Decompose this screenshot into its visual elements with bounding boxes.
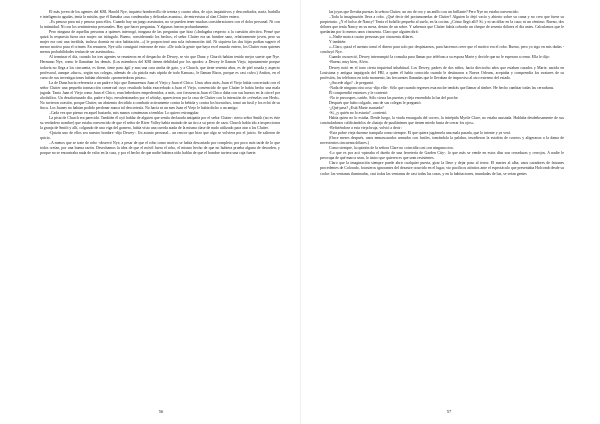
right-page — [300, 0, 600, 424]
paragraph: (Once meses después, unos enmascarados armados con fusiles, tomándola la palabra, invadieron la estafeta de correos y aligeraron a la dama de novecientos cincuenta dólares.) — [320, 136, 564, 146]
paragraph: -Nada de ninguna otra cosa -dijo ella-. Sólo que cuando regreses esta noche tendrás que llamar al timbre. He hecho cambiar todas las cerraduras. — [329, 85, 555, 90]
paragraph: Al terminar el día, cuando los tres agentes se reunieron en el despacho de Dewey, se vio que Dunz y Church habían tenido mejor suerte que Nye. Hermano Nye, como le llamaban los demás. (Los miembros del KBI tienen debilidad por los apodos: a Dewey le llaman Viejo, injustamente porque todavía no llega a los cincuenta, es firme, tiene paso ágil y aun una cara ancha de gato, y a Church, que tiene sesenta años, es de piel rosada y aspecto profesoral, aunque «duro», según sus colegas, además de «la pistola más rápida de todo Kansas», le llaman Rizos, porque es casi calvo.) Ambos, en el curso de sus investigaciones habían obtenido «prometedoras pistas». — [40, 55, 280, 80]
paragraph: Y también: — [329, 40, 347, 45]
paragraph: -Lo que es por acá -opinaba el dueño de una ferretería de Garden City-, lo que más se vende en estos días son cerraduras y cerrojos. A nadie le preocupa de qué marca sean, lo único que quieren es que sean resistentes. — [320, 151, 564, 161]
paragraph: -Sí, ¿y quién no lo estaría? –contestó. — [329, 110, 388, 115]
paragraph: «–Claro, quizá el asesino tomó el dinero para solo por despistarnos, para hacernos creer que el motivo era el robo. Bueno, pero yo sigo en mis dudas -concluyó Nye. — [320, 45, 564, 55]
paragraph: Dewey notó en el tono cierta inquietud inhabitual. Los Dewey, padres de dos niños, hacía dieciocho años que estaban casados y Marie, nacida en Louisiana y antigua taquígrafa del FBI, a quien él había conocido cuando le destinaron a Nueva Orleans, aceptaba y comprendía los avatares de su profesión, los teléfonos en todo momento, las frecuentes llamadas que le llevaban de improviso al otro extremo del estado. — [320, 65, 564, 80]
paragraph: Como siempre, la opinión de la señora Clare no coincidía casi con ninguna otra. — [329, 146, 454, 151]
paragraph: Claro que la imaginación siempre puede abrir cualquier puerta, girar la llave y dejar paso al terror. El martes al alba, unos cazadores de faisanes procedentes de Colorado, forasteros ignorantes del desastre ocurrido en el lugar, vio pacíficos atónitos ante el espectáculo que presentaba Holcomb desde su coche: las ventanas iluminadas, casi todas las ventanas de casi todas las casas, y en la habitaciones, inundadas de luz, se veían gentes — [320, 161, 564, 176]
paragraph: -Bueno, muy bien, Alvin. — [329, 60, 369, 65]
left-page-number: 56 — [158, 409, 164, 414]
paragraph: La de Dunz hacía referencia a un padre e hijo que llamaremos Juan el Viejo y Juan el Chico. Unos años atrás, Juan el Viejo había concertado con el señor Clutter una pequeña transacción comercial cuyo resultado había exacerbado a Juan el Viejo, convencido de que Clutter le había hecho una mala jugada. Tanto Juan el Viejo como Juan el Chico, eran bebedores empedernidos; a más, con frecuencia Juan el Chico daba con sus huesos en la cárcel por alcohólico. Un desafortunado día, padre e hijo, envalentonados por el whisky, aparecieron por la casa de Clutter con la intención de «vérselas con Herb». No tuvieron ocasión, porque Clutter, un abstemio decidido a combatir activamente contra la bebida y contra los borrachos, tomó un fusil y los echó de su finca. Los Juanes no habían podido perdonar nunca tal descortesía. No hacía ni un mes Juan el Viejo le había dicho a un amigo: — [40, 80, 280, 110]
paragraph: Pero ninguna de aquellas personas a quienes interrogó, ninguna de las preguntas que hizo («Indagaba respecto a la cuestión afectiva. Pensé que quizá la respuesta fuera otra mujer: un triángulo. Bueno, considerando los hechos, el señor Clutter era un hombre sano, relativamente joven, pero su mujer era casi una inválida, incluso dormía en otra habitación...») le proporcionó una sola información útil. Ni siquiera las dos hijas podían sugerir el menor motivo para el crimen. En resumen, Nye sólo consiguió enterarse de esto: «De toda la gente que haya en el mundo entero, los Clutter eran quienes menos probabilidades tenían de ser asesinados». — [40, 30, 280, 55]
paragraph: Después que hubo colgado, uno de sus colegas le preguntó: — [329, 100, 422, 105]
right-page-number: 57 — [446, 409, 452, 414]
paragraph: –Cada vez que pienso en aquel bastardo, mis manos comienzan a temblar. Lo quiero estrangular. — [49, 110, 200, 115]
paragraph: «–Nadie mata a cuatro personas por cincuenta dólares. — [329, 35, 414, 40]
paragraph: El más joven de los agentes del KBI, Harold Nye, inquieto hombrecillo de treinta y cuatro años, de ojos inquisitivos y desconfiados, nariz, barbilla e inteligencia agudas, tenía la misión, que él llamaba «sus condenadas y delicadas asuntos», de entrevistar al clan Clutter entero. — [40, 10, 280, 20]
paragraph: -Refiriéndose a esta vieja bruja, volvió a decir: — [329, 126, 402, 131]
paragraph: Cuando oscureció, Dewey interrumpió la consulta para llamar por teléfono a su esposa Marie y decirle que no le esperara a cenar. Ella le dijo: — [329, 55, 550, 60]
paragraph: -¿Qué pasa? ¿Está Marie asustada? — [329, 105, 384, 110]
right-page-text — [320, 10, 564, 402]
paragraph: -¿Sucede algo? –le preguntó. — [329, 80, 375, 85]
paragraph: –Es penoso para mí y penoso para ellos. Cuando hay un juego asesinatos, no se pueden tener muchas consideraciones con el dolor personal. Ni con la intimidad. Ni con los sentimientos personales. Hay que hacer preguntas. Y algunas fueron profundamente. — [40, 20, 280, 30]
paragraph: -Quizás uno de ellos sea nuestro hombre -dijo Dewey-. Un asunto personal... un rencor que hizo que algo se volviera por el juicio. Se salieron de quicio. — [40, 131, 280, 141]
paragraph: Él comprendió entonces y le contestó: — [329, 90, 389, 95]
left-page-text — [40, 10, 280, 402]
paragraph: –Toda la imaginación lleva a robo. ¿Qué decir del portamonedas de Clutter? Alguien lo dejó vacío y abierto sobre su cama y no creo que fuese su propietario. ¿Y el bolso de Nancy? Tenía el bolsillo pequeño al suelo, en la cocina. ¿Cómo llegó allí? Sí, y ni un dólar en la casa; ni un céntimo. Bueno, dos dólares que tenía Nancy en su mesa, dentro de un sobre. Y sabemos que Clutter había cobrado un cheque de sesenta dólares el día antes. Calculamos que le quedarían por lo menos unos cincuenta. Claro que alguien dirá: — [320, 15, 564, 35]
paragraph: Había quien no lo estaba. Desde luego, la viuda encargada del correo, la intrépida Myrtle Clare, no estaba asustada. Hablaba desdeñosamente de sus conciudadanos calificándolos de «hatajo de pusilánimes que tienen miedo hasta de cerrar los ojos». — [320, 115, 564, 126]
paragraph: –A menos que se trate de robo -observó Nye, a pesar de que el robo como motivo se había descartado por completo; por poco más tarde de lo que todos creían, por una buena razón. Desechamos la idea de que el móvil fuera el robo, el mismo hecho de que no hubiera prueba alguna de desorden, y porque no se encontraba nada de valor en la casa, y por el hecho de que nadie hubiera oído hablar de que el hombre tuviera una caja fuerte. — [40, 141, 280, 156]
paragraph: -Esta pobre vieja duerme tranquila como siempre. El que quiera jugármela una mala pasada, que lo intente y ya verá. — [329, 131, 511, 136]
paragraph: La pista de Church era parecida. También él oyó hablar de alguien que sentía declarada antipatía por el señor Clutter: cierto señor Smith (no es éste su verdadero nombre) que estaba convencido de que el señor de River Valley había matado de un tiro a su perro de caza. Church había ido a inspeccionar la granja de Smith y allí, colgando de una viga del granero, había visto una cuerda atada de la misma clase de nudo utilizado para atar a los Clutter. — [40, 115, 280, 131]
paragraph: -No te preocupes, cariño. Sólo cierra las puertas y deja encendida la luz del porche. — [329, 95, 459, 100]
paragraph: las joyas que llevaba puestas la señora Clutter, un aro de oro y un anillo con un brillante? Pero Nye no estaba convencido: — [329, 10, 519, 14]
